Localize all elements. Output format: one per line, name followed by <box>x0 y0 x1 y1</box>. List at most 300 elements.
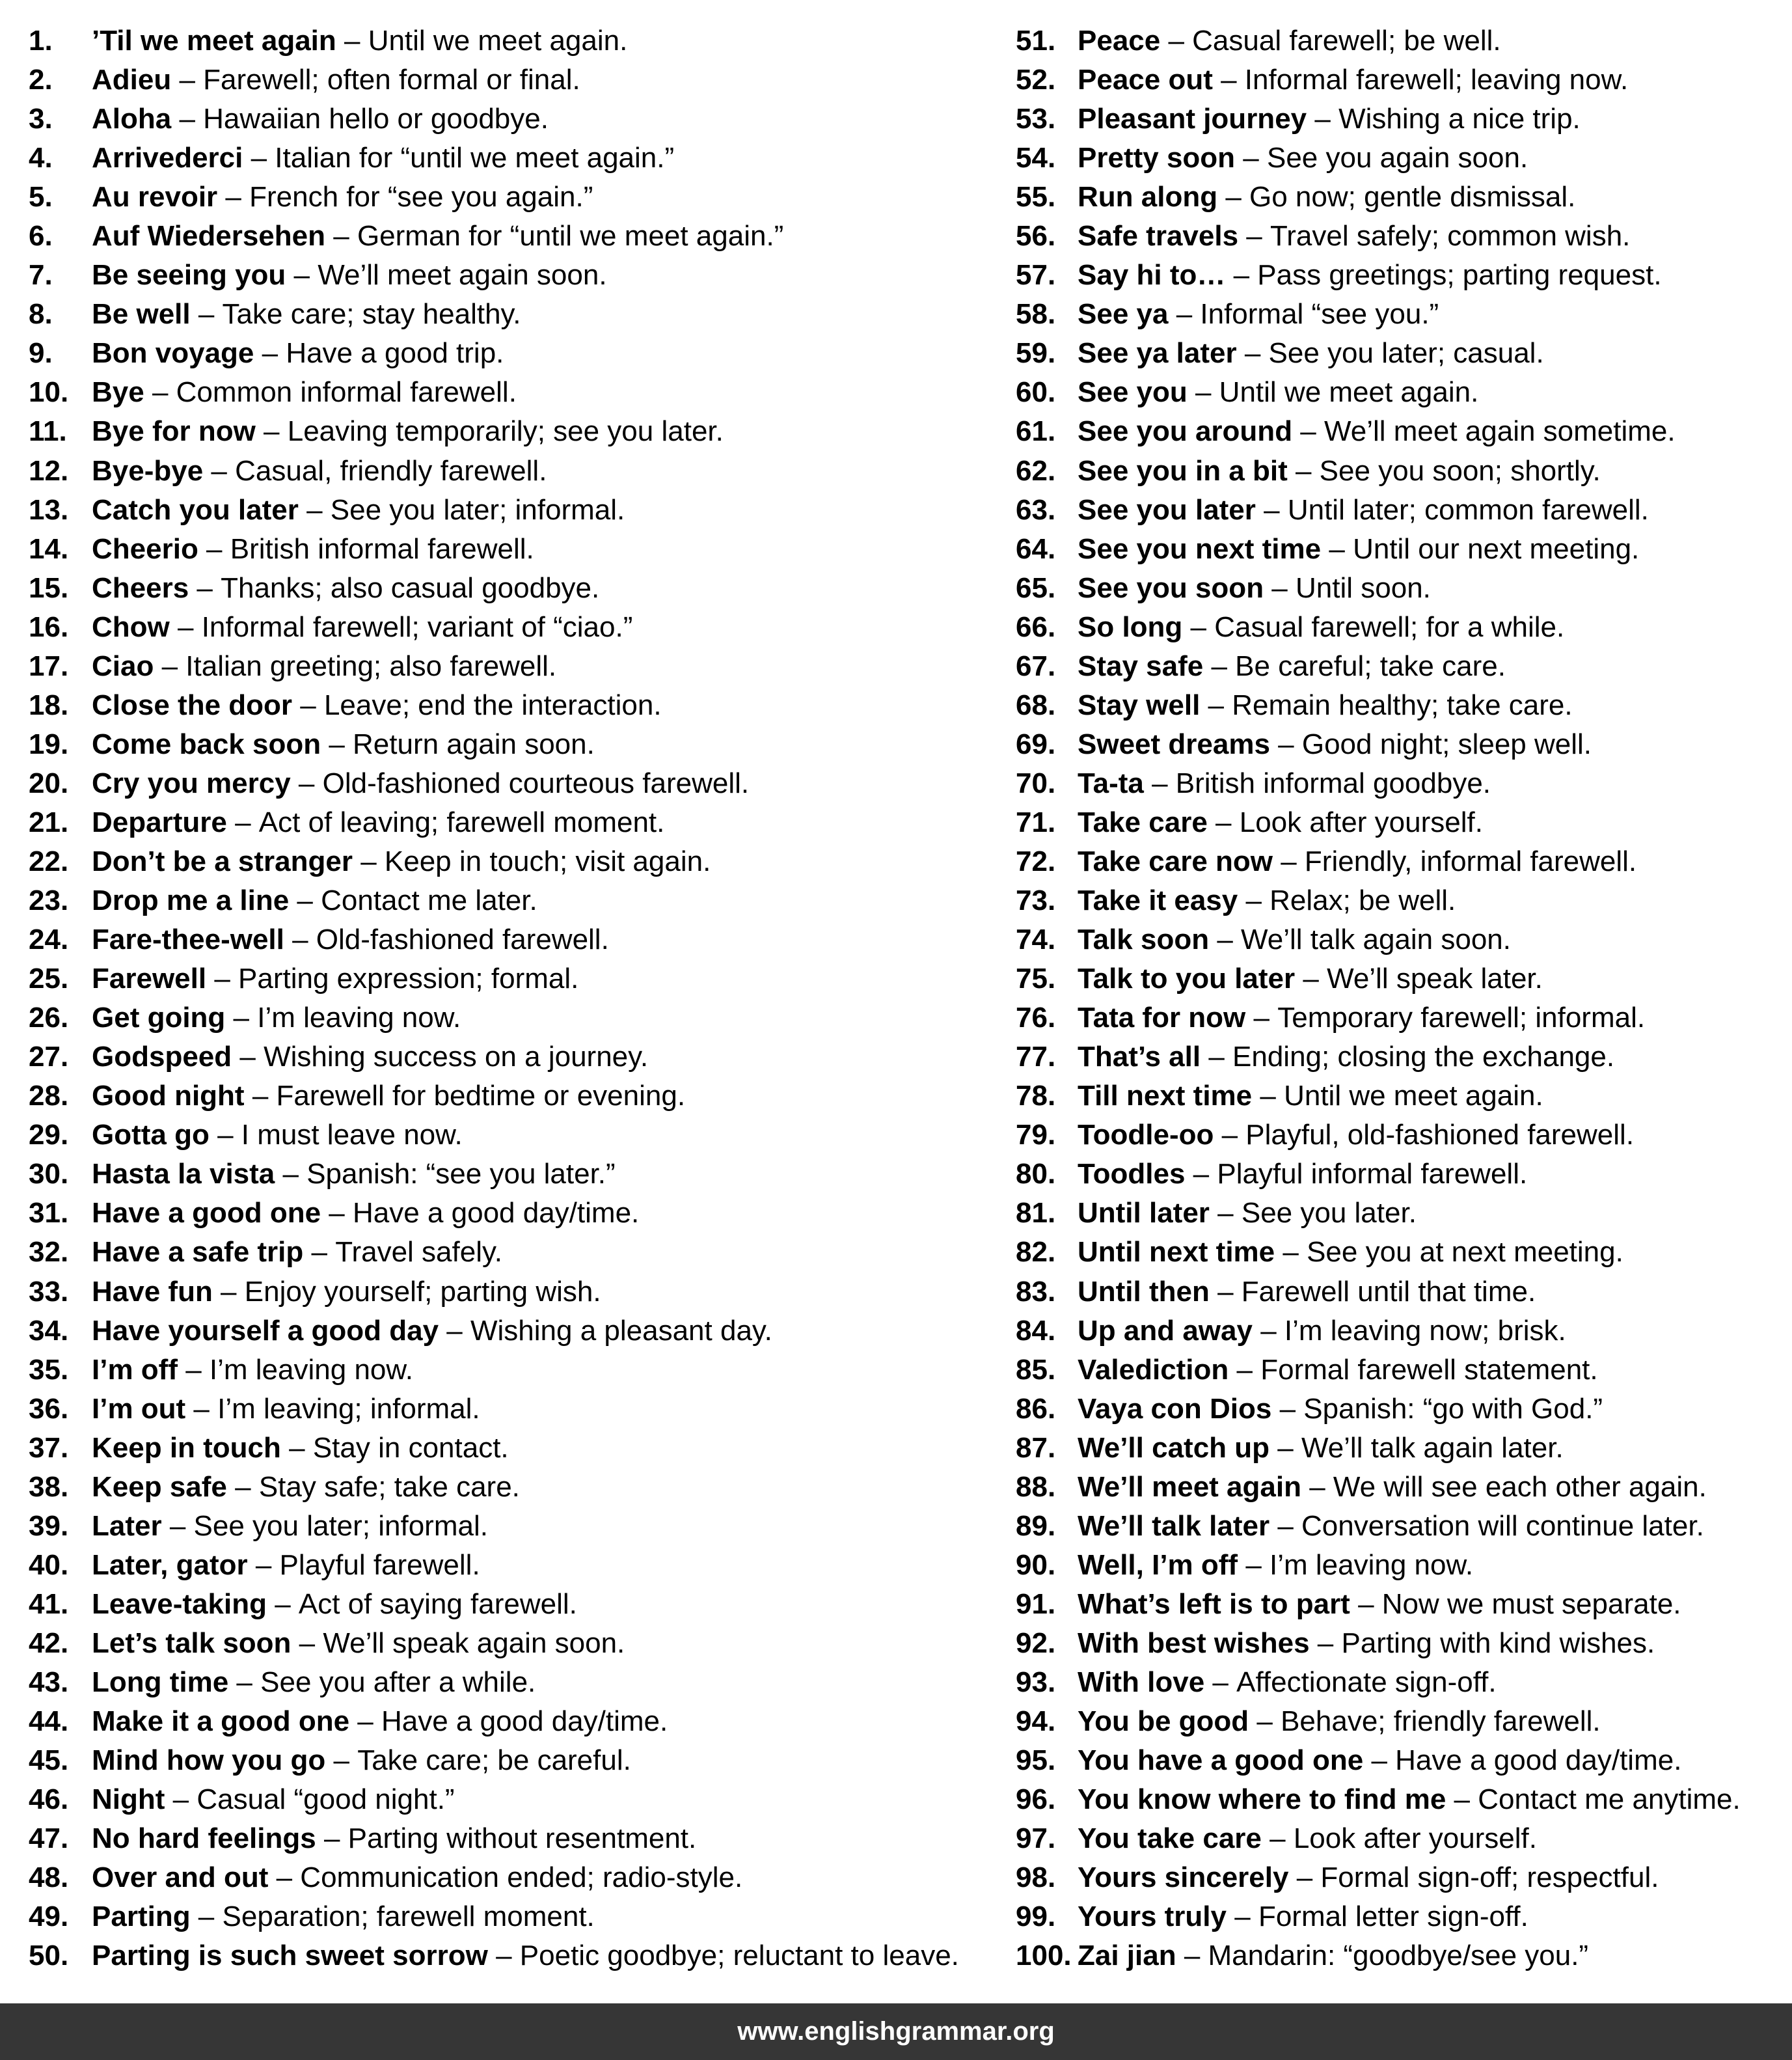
list-item <box>1016 1468 1741 1507</box>
item-separator: – <box>1288 1861 1321 1894</box>
item-number: 72. <box>1016 845 1056 877</box>
item-definition: I’m leaving now. <box>257 1002 461 1034</box>
list-item <box>29 217 959 256</box>
list-item <box>1016 373 1741 412</box>
footer-url[interactable]: www.englishgrammar.org <box>737 2017 1055 2046</box>
list-item <box>1016 920 1741 959</box>
item-term: Be well <box>92 298 191 331</box>
item-number: 76. <box>1016 1002 1056 1034</box>
item-term: Later <box>92 1509 162 1542</box>
item-number: 31. <box>29 1197 69 1229</box>
list-item <box>29 256 959 295</box>
item-term: See you around <box>1078 415 1293 448</box>
item-term: Let’s talk soon <box>92 1627 292 1659</box>
item-definition: Parting expression; formal. <box>238 963 579 995</box>
item-definition: Separation; farewell moment. <box>222 1901 595 1933</box>
list-item <box>29 1194 959 1233</box>
item-term: Have a safe trip <box>92 1236 304 1269</box>
item-definition: Temporary farewell; informal. <box>1277 1002 1646 1034</box>
item-definition: Until later; common farewell. <box>1287 493 1649 526</box>
list-item <box>1016 1780 1741 1819</box>
item-term: Safe travels <box>1078 220 1239 253</box>
item-term: Stay well <box>1078 689 1201 721</box>
item-definition: See you at next meeting. <box>1307 1236 1623 1269</box>
item-separator: – <box>1201 1041 1233 1073</box>
item-separator: – <box>161 1509 194 1542</box>
item-number: 96. <box>1016 1783 1056 1816</box>
item-number: 77. <box>1016 1041 1056 1073</box>
item-term: Take it easy <box>1078 885 1238 917</box>
item-term: Auf Wiedersehen <box>92 220 326 253</box>
list-item <box>29 412 959 451</box>
item-number: 80. <box>1016 1158 1056 1190</box>
item-number: 20. <box>29 767 69 799</box>
item-term: Valediction <box>1078 1353 1229 1386</box>
item-separator: – <box>487 1940 520 1972</box>
item-definition: I’m leaving now. <box>209 1353 413 1386</box>
item-term: Catch you later <box>92 493 299 526</box>
item-separator: – <box>212 1275 245 1308</box>
item-definition: Italian for “until we meet again.” <box>275 142 675 174</box>
item-separator: – <box>1307 103 1339 135</box>
item-number: 58. <box>1016 298 1056 331</box>
item-term: Pretty soon <box>1078 142 1236 174</box>
item-term: You be good <box>1078 1705 1249 1738</box>
item-term: You have a good one <box>1078 1744 1364 1777</box>
item-term: With love <box>1078 1666 1205 1698</box>
item-definition: I’m leaving now; brisk. <box>1284 1314 1566 1347</box>
item-number: 23. <box>29 885 69 917</box>
list-item <box>29 764 959 803</box>
item-separator: – <box>185 1392 218 1425</box>
item-separator: – <box>1209 1275 1242 1308</box>
list-item <box>1016 217 1741 256</box>
item-definition: Wishing success on a journey. <box>264 1041 649 1073</box>
list-item <box>1016 1936 1741 1975</box>
item-definition: Have a good day/time. <box>1395 1744 1682 1777</box>
item-term: Have fun <box>92 1275 213 1308</box>
item-separator: – <box>1200 689 1232 721</box>
item-number: 21. <box>29 806 69 838</box>
item-separator: – <box>1261 1822 1294 1855</box>
item-term: See ya <box>1078 298 1169 331</box>
list-item <box>29 1390 959 1429</box>
item-term: See you next time <box>1078 532 1322 565</box>
item-separator: – <box>1209 1197 1242 1229</box>
item-separator: – <box>1236 337 1269 370</box>
footer-bar <box>0 2003 1792 2060</box>
list-item <box>29 959 959 998</box>
item-number: 45. <box>29 1744 69 1777</box>
item-definition: Casual, friendly farewell. <box>235 454 547 487</box>
list-item <box>29 1037 959 1077</box>
item-term: Until later <box>1078 1197 1210 1229</box>
item-number: 88. <box>1016 1470 1056 1503</box>
item-number: 53. <box>1016 103 1056 135</box>
item-number: 38. <box>29 1470 69 1503</box>
item-number: 32. <box>29 1236 69 1269</box>
item-number: 57. <box>1016 259 1056 292</box>
item-term: I’m off <box>92 1353 178 1386</box>
list-item <box>1016 412 1741 451</box>
item-definition: Playful, old-fashioned farewell. <box>1245 1119 1635 1151</box>
item-definition: Behave; friendly farewell. <box>1281 1705 1601 1738</box>
list-item <box>29 1741 959 1780</box>
item-definition: Communication ended; radio-style. <box>300 1861 743 1894</box>
item-definition: Spanish: “see you later.” <box>306 1158 616 1190</box>
list-item <box>29 881 959 920</box>
item-term: Pleasant journey <box>1078 103 1307 135</box>
item-definition: Have a good day/time. <box>353 1197 640 1229</box>
item-number: 87. <box>1016 1431 1056 1464</box>
item-definition: Leaving temporarily; see you later. <box>287 415 724 448</box>
item-definition: Until we meet again. <box>368 25 628 57</box>
item-definition: Formal farewell statement. <box>1260 1353 1598 1386</box>
item-separator: – <box>1168 298 1201 331</box>
item-number: 9. <box>29 337 53 370</box>
phrase-list-left <box>29 21 959 1975</box>
list-item <box>1016 725 1741 764</box>
item-number: 74. <box>1016 924 1056 956</box>
item-definition: Affectionate sign-off. <box>1236 1666 1497 1698</box>
list-item <box>1016 803 1741 842</box>
item-separator: – <box>1143 767 1176 799</box>
item-number: 61. <box>1016 415 1056 448</box>
item-number: 78. <box>1016 1080 1056 1112</box>
list-item <box>1016 178 1741 217</box>
item-separator: – <box>1295 963 1327 995</box>
item-separator: – <box>1264 571 1296 604</box>
item-number: 41. <box>29 1587 69 1620</box>
list-item <box>1016 1546 1741 1585</box>
item-definition: Have a good day/time. <box>381 1705 668 1738</box>
list-item <box>29 178 959 217</box>
item-definition: Travel safely. <box>335 1236 502 1269</box>
item-separator: – <box>1269 1509 1302 1542</box>
item-definition: Formal sign-off; respectful. <box>1320 1861 1659 1894</box>
list-item <box>1016 1507 1741 1546</box>
item-separator: – <box>292 689 324 721</box>
item-term: Bon voyage <box>92 337 254 370</box>
item-term: Run along <box>1078 181 1218 213</box>
item-term: Keep in touch <box>92 1431 281 1464</box>
item-number: 70. <box>1016 767 1056 799</box>
item-term: Leave-taking <box>92 1587 267 1620</box>
item-definition: See you later; informal. <box>330 493 625 526</box>
item-number: 68. <box>1016 689 1056 721</box>
list-item <box>29 1312 959 1351</box>
item-separator: – <box>1238 220 1270 253</box>
item-separator: – <box>189 571 221 604</box>
item-number: 84. <box>1016 1314 1056 1347</box>
item-term: Take care <box>1078 806 1208 838</box>
item-number: 79. <box>1016 1119 1056 1151</box>
item-definition: British informal goodbye. <box>1175 767 1491 799</box>
item-number: 5. <box>29 181 53 213</box>
item-definition: British informal farewell. <box>230 532 534 565</box>
item-number: 83. <box>1016 1275 1056 1308</box>
item-definition: I must leave now. <box>241 1119 463 1151</box>
item-definition: Parting without resentment. <box>347 1822 697 1855</box>
list-item <box>1016 1585 1741 1624</box>
list-item <box>29 608 959 647</box>
item-separator: – <box>1321 532 1353 565</box>
item-number: 63. <box>1016 493 1056 526</box>
list-item <box>29 61 959 100</box>
item-number: 75. <box>1016 963 1056 995</box>
item-definition: Look after yourself. <box>1239 806 1483 838</box>
list-item <box>29 1077 959 1116</box>
item-definition: I’m leaving now. <box>1269 1548 1474 1581</box>
item-definition: Contact me later. <box>321 885 537 917</box>
list-item <box>29 491 959 530</box>
item-separator: – <box>352 845 385 877</box>
item-term: Until next time <box>1078 1236 1275 1269</box>
item-separator: – <box>303 1236 336 1269</box>
item-number: 64. <box>1016 532 1056 565</box>
list-item <box>29 1624 959 1663</box>
list-item <box>1016 647 1741 686</box>
list-item <box>1016 1351 1741 1390</box>
item-number: 52. <box>1016 64 1056 96</box>
item-term: See you soon <box>1078 571 1264 604</box>
item-term: So long <box>1078 611 1183 643</box>
list-item <box>1016 452 1741 491</box>
list-item <box>29 1897 959 1936</box>
item-separator: – <box>266 1587 299 1620</box>
list-item <box>29 1233 959 1272</box>
item-number: 25. <box>29 963 69 995</box>
item-separator: – <box>1238 1548 1270 1581</box>
list-item <box>29 100 959 139</box>
item-term: Peace <box>1078 25 1161 57</box>
item-definition: Wishing a pleasant day. <box>470 1314 772 1347</box>
item-separator: – <box>171 64 204 96</box>
item-definition: Playful informal farewell. <box>1217 1158 1528 1190</box>
list-item <box>29 139 959 178</box>
item-separator: – <box>1217 181 1250 213</box>
list-item <box>29 1585 959 1624</box>
item-separator: – <box>217 181 250 213</box>
item-definition: Common informal farewell. <box>176 376 517 409</box>
item-number: 40. <box>29 1548 69 1581</box>
item-definition: Until soon. <box>1296 571 1431 604</box>
item-definition: Thanks; also casual goodbye. <box>221 571 600 604</box>
list-item <box>29 530 959 569</box>
item-definition: Old-fashioned courteous farewell. <box>322 767 750 799</box>
item-separator: – <box>280 1431 313 1464</box>
item-term: See you later <box>1078 493 1256 526</box>
item-term: Keep safe <box>92 1470 227 1503</box>
item-separator: – <box>439 1314 470 1347</box>
item-number: 3. <box>29 103 53 135</box>
list-item <box>29 1702 959 1741</box>
list-item <box>1016 1155 1741 1194</box>
item-number: 56. <box>1016 220 1056 253</box>
item-definition: Pass greetings; parting request. <box>1257 259 1662 292</box>
item-term: See ya later <box>1078 337 1237 370</box>
item-term: That’s all <box>1078 1041 1201 1073</box>
item-term: Night <box>92 1783 165 1816</box>
item-separator: – <box>254 337 286 370</box>
item-separator: – <box>190 1901 223 1933</box>
item-number: 2. <box>29 64 53 96</box>
item-term: Yours truly <box>1078 1901 1227 1933</box>
list-item <box>1016 139 1741 178</box>
item-separator: – <box>321 1197 353 1229</box>
item-definition: See you later; casual. <box>1268 337 1544 370</box>
item-number: 37. <box>29 1431 69 1464</box>
item-term: Godspeed <box>92 1041 232 1073</box>
item-number: 11. <box>29 415 67 448</box>
item-number: 86. <box>1016 1392 1056 1425</box>
item-term: Up and away <box>1078 1314 1253 1347</box>
list-item <box>1016 1741 1741 1780</box>
item-definition: Ending; closing the exchange. <box>1232 1041 1615 1073</box>
item-definition: Friendly, informal farewell. <box>1304 845 1637 877</box>
item-separator: – <box>316 1822 348 1855</box>
item-number: 30. <box>29 1158 69 1190</box>
item-number: 48. <box>29 1861 69 1894</box>
list-item <box>29 803 959 842</box>
item-separator: – <box>144 376 176 409</box>
item-separator: – <box>1363 1744 1396 1777</box>
item-term: Cheers <box>92 571 189 604</box>
item-definition: See you later; informal. <box>193 1509 488 1542</box>
item-term: Be seeing you <box>92 259 286 292</box>
item-separator: – <box>154 650 186 682</box>
item-separator: – <box>255 415 288 448</box>
item-definition: Poetic goodbye; reluctant to leave. <box>519 1940 959 1972</box>
list-item <box>1016 1077 1741 1116</box>
item-definition: Farewell for bedtime or evening. <box>276 1080 686 1112</box>
item-number: 59. <box>1016 337 1056 370</box>
list-item <box>1016 1312 1741 1351</box>
list-item <box>29 1429 959 1468</box>
item-definition: Contact me anytime. <box>1478 1783 1741 1816</box>
item-definition: We’ll speak later. <box>1327 963 1543 995</box>
item-separator: – <box>206 963 239 995</box>
item-term: Au revoir <box>92 181 218 213</box>
item-number: 33. <box>29 1275 69 1308</box>
item-number: 13. <box>29 493 69 526</box>
item-definition: We will see each other again. <box>1333 1470 1707 1503</box>
list-item <box>29 1468 959 1507</box>
item-term: Farewell <box>92 963 207 995</box>
list-item <box>29 569 959 608</box>
item-number: 71. <box>1016 806 1056 838</box>
item-term: Come back soon <box>92 728 321 760</box>
item-number: 62. <box>1016 454 1056 487</box>
list-item <box>1016 295 1741 334</box>
item-number: 18. <box>29 689 69 721</box>
item-definition: Informal farewell; variant of “ciao.” <box>201 611 633 643</box>
item-separator: – <box>1245 1002 1278 1034</box>
item-term: Peace out <box>1078 64 1213 96</box>
list-item <box>29 1272 959 1312</box>
item-number: 91. <box>1016 1587 1056 1620</box>
item-term: Good night <box>92 1080 245 1112</box>
item-separator: – <box>1249 1705 1281 1738</box>
item-separator: – <box>1207 806 1240 838</box>
item-separator: – <box>1160 25 1193 57</box>
item-number: 28. <box>29 1080 69 1112</box>
item-number: 55. <box>1016 181 1056 213</box>
list-item <box>1016 842 1741 881</box>
item-definition: We’ll talk again soon. <box>1241 924 1512 956</box>
item-definition: Be careful; take care. <box>1235 650 1506 682</box>
item-separator: – <box>289 885 321 917</box>
item-number: 34. <box>29 1314 69 1347</box>
item-separator: – <box>298 493 331 526</box>
item-term: Hasta la vista <box>92 1158 275 1190</box>
item-definition: Until we meet again. <box>1284 1080 1543 1112</box>
item-number: 67. <box>1016 650 1056 682</box>
item-term: Aloha <box>92 103 172 135</box>
item-definition: Travel safely; common wish. <box>1269 220 1631 253</box>
item-term: We’ll catch up <box>1078 1431 1270 1464</box>
item-number: 7. <box>29 259 53 292</box>
item-definition: Hawaiian hello or goodbye. <box>203 103 549 135</box>
item-number: 44. <box>29 1705 69 1738</box>
item-term: Arrivederci <box>92 142 243 174</box>
list-item <box>1016 1429 1741 1468</box>
item-definition: Mandarin: “goodbye/see you.” <box>1208 1940 1589 1972</box>
item-definition: Until our next meeting. <box>1353 532 1640 565</box>
item-number: 47. <box>29 1822 69 1855</box>
list-item <box>1016 1663 1741 1702</box>
list-item <box>1016 1390 1741 1429</box>
item-term: Get going <box>92 1002 226 1034</box>
list-item <box>29 1936 959 1975</box>
list-item <box>1016 764 1741 803</box>
list-item <box>1016 21 1741 61</box>
item-number: 14. <box>29 532 69 565</box>
item-definition: Act of leaving; farewell moment. <box>258 806 665 838</box>
list-item <box>1016 334 1741 373</box>
item-separator: – <box>190 298 223 331</box>
item-definition: Return again soon. <box>353 728 595 760</box>
item-separator: – <box>165 1783 197 1816</box>
list-item <box>1016 256 1741 295</box>
item-definition: Casual farewell; for a while. <box>1214 611 1565 643</box>
item-number: 36. <box>29 1392 69 1425</box>
item-definition: See you after a while. <box>260 1666 536 1698</box>
list-item <box>29 998 959 1037</box>
item-term: Until then <box>1078 1275 1210 1308</box>
item-separator: – <box>1301 1470 1333 1503</box>
list-item <box>1016 1858 1741 1897</box>
item-separator: – <box>169 611 202 643</box>
list-item <box>1016 959 1741 998</box>
item-number: 60. <box>1016 376 1056 409</box>
item-separator: – <box>1187 376 1219 409</box>
item-definition: See you soon; shortly. <box>1319 454 1601 487</box>
item-term: Till next time <box>1078 1080 1253 1112</box>
item-number: 43. <box>29 1666 69 1698</box>
list-item <box>29 725 959 764</box>
item-term: Departure <box>92 806 227 838</box>
list-item <box>29 21 959 61</box>
item-definition: Good night; sleep well. <box>1301 728 1592 760</box>
item-separator: – <box>1204 1666 1237 1698</box>
item-separator: – <box>198 532 230 565</box>
item-term: I’m out <box>92 1392 186 1425</box>
item-separator: – <box>171 103 204 135</box>
item-number: 10. <box>29 376 69 409</box>
item-number: 42. <box>29 1627 69 1659</box>
item-separator: – <box>247 1548 280 1581</box>
